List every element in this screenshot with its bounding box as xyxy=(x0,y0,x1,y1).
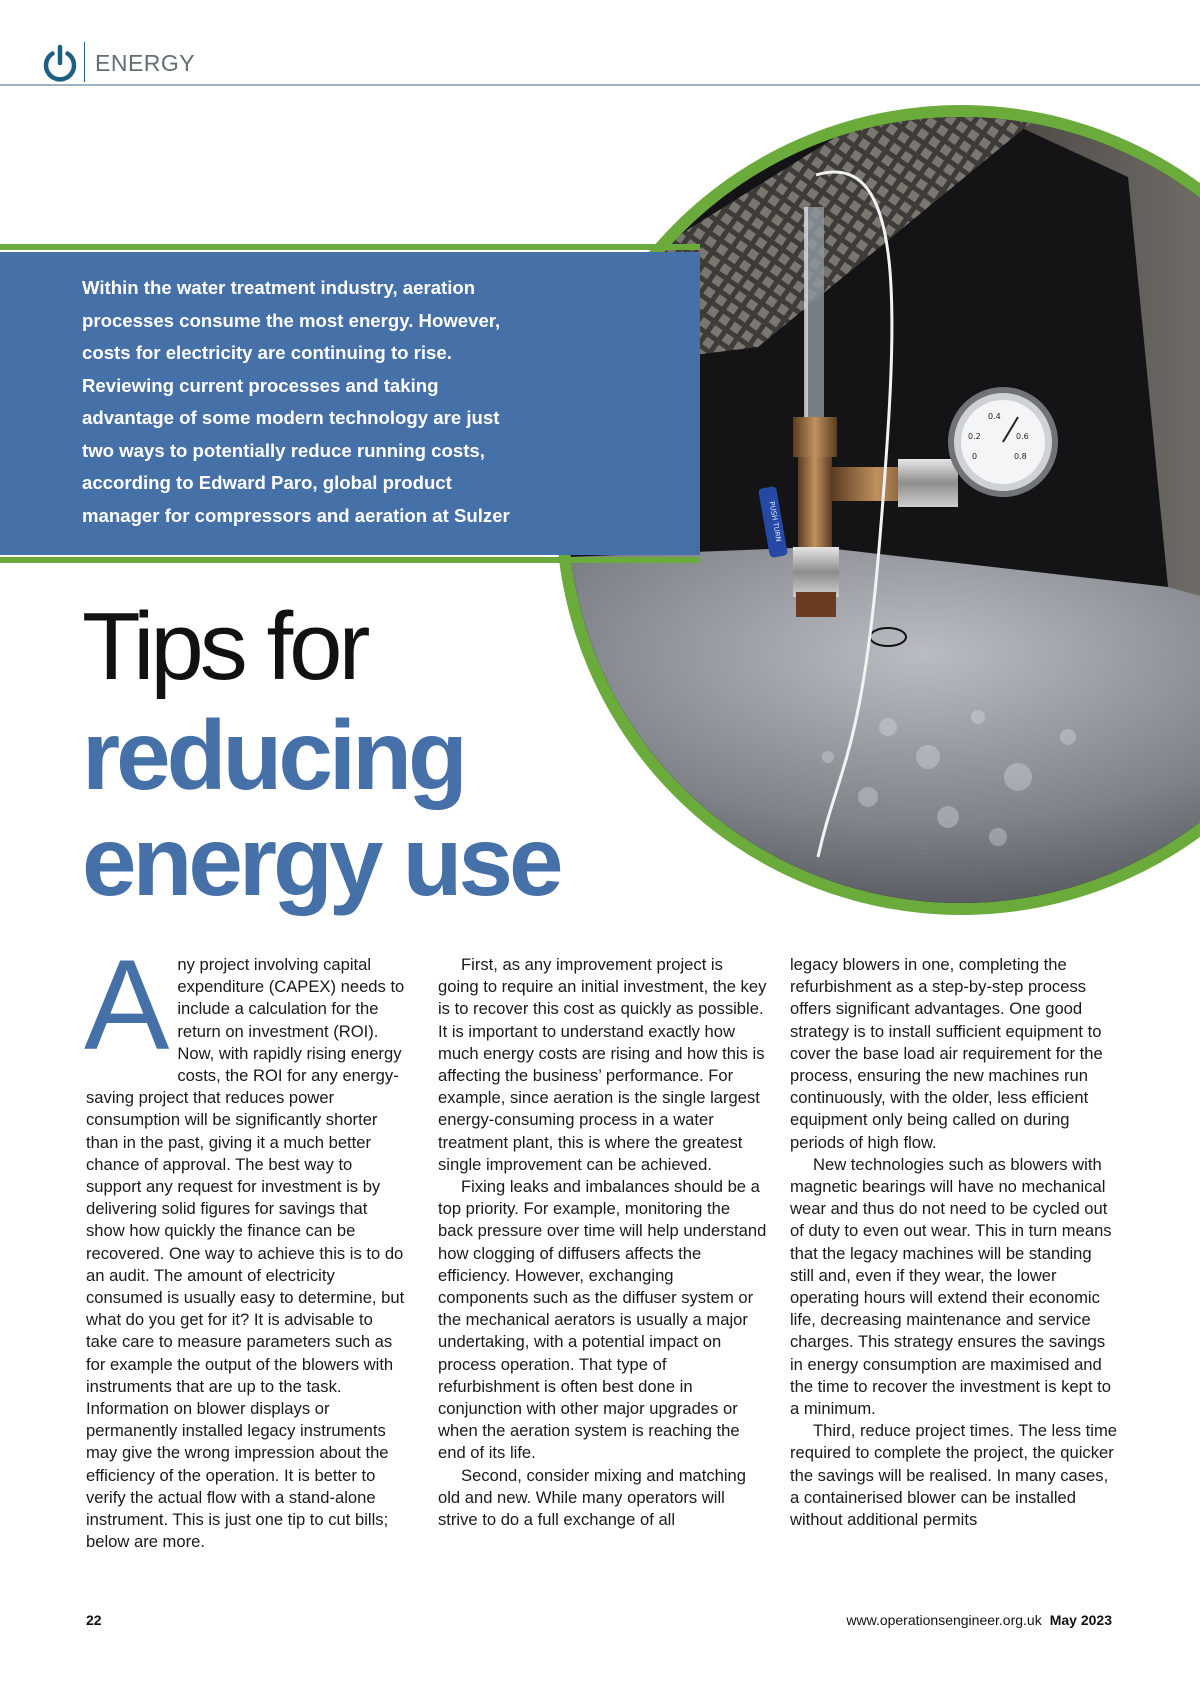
section-label: ENERGY xyxy=(95,50,196,76)
body-column-3 xyxy=(790,954,1120,1531)
body-paragraph: Second, consider mixing and matching old and new. While many operators will strive to do a full exchange of all xyxy=(438,1465,747,1530)
gauge-label: 0.8 xyxy=(1014,452,1027,461)
body-paragraph: First, as any improvement project is going to require an initial investment, the key is to recover this cost as quickly as possible. It is important to understand exactly how much energy costs are rising and how this is affecting the business’ performance. For example, since aeration is the single largest energy-consuming process in a water treatment plant, this is where the greatest single improvement can be achieved. xyxy=(438,955,767,1174)
paragraph-text: ny project involving capital expenditure (CAPEX) needs to include a calculation for the return on investment (ROI). Now, with rapidly rising energy costs, the ROI for any energy-saving project that reduces power consumption will be significantly shorter than in the past, giving it a much better chance of approval. The best way to support any request for investment is by delivering solid figures for savings that show how quickly the finance can be recovered. One way to achieve this is to do an audit. The amount of electricity consumed is usually easy to determine, but what do you get for it? It is advisable to take care to measure parameters such as for example the output of the blowers with instruments that are up to the task. Information on blower displays or permanently installed legacy instruments may give the wrong impression about the efficiency of the operation. It is better to verify the actual flow with a stand-alone instrument. This is just one tip to cut bills; below are more. xyxy=(86,955,405,1552)
gauge-label: 0.4 xyxy=(988,412,1001,421)
headline-line-2: reducing xyxy=(82,700,464,810)
header-rule xyxy=(0,84,1200,86)
body-paragraph: Fixing leaks and imbalances should be a top priority. For example, monitoring the back pressure over time will help understand how clogging of diffusers affects the efficiency. However, exchanging components such as the diffuser system or the mechanical aerators is usually a major undertaking, with a potential impact on process operation. That type of refurbishment is often best done in conjunction with other major upgrades or when the aeration system is reaching the end of its life. xyxy=(438,1177,767,1463)
valve-tag: PUSH TURN xyxy=(767,500,783,543)
band-rule-top xyxy=(0,244,700,250)
page-header xyxy=(0,0,1200,86)
standfirst: Within the water treatment industry, aeration processes consume the most energy. However, costs for electricity are continuing to rise. Reviewing current processes and taking advantage of some modern technology are just two ways to potentially reduce running costs, according to Edward Paro, global product manager for compressors and aeration at Sulzer xyxy=(82,277,510,526)
gauge-label: 0.6 xyxy=(1016,432,1029,441)
body-paragraph: New technologies such as blowers with magnetic bearings will have no mechanical wear and thus do not need to be cycled out of duty to even out wear. This in turn means that the legacy machines will be standing still and, even if they wear, the lower operating hours will extend their economic life, decreasing maintenance and service charges. This strategy ensures the savings in energy consumption are maximised and the time to recover the investment is kept to a minimum. xyxy=(790,1154,1112,1419)
page-number: 22 xyxy=(86,1612,102,1628)
power-icon xyxy=(40,44,80,84)
headline-line-3: energy use xyxy=(82,806,560,916)
band-rule-bottom xyxy=(0,557,700,563)
body-column-1 xyxy=(84,934,406,1553)
body-column-2 xyxy=(438,954,768,1531)
body-paragraph: legacy blowers in one, completing the refurbishment as a step-by-step process offers significant advantages. One good strategy is to install sufficient equipment to cover the base load air requirement for the process, ensuring the new machines run continuously, with the older, less efficient equipment only being called on during periods of high flow. xyxy=(790,955,1103,1152)
headline-line-1: Tips for xyxy=(82,593,367,700)
gauge-label: 0 xyxy=(972,452,978,461)
footer-url[interactable]: www.operationsengineer.org.uk xyxy=(846,1612,1042,1628)
body-paragraph xyxy=(84,934,406,1553)
footer-date: May 2023 xyxy=(1049,1612,1112,1628)
drop-cap: A xyxy=(84,934,170,1077)
header-divider xyxy=(84,42,85,82)
article-headline xyxy=(82,592,642,914)
body-paragraph: Third, reduce project times. The less time required to complete the project, the quicker the savings will be realised. In many cases, a containerised blower can be installed without additional permits xyxy=(790,1421,1118,1530)
footer-info xyxy=(846,1612,1112,1628)
gauge-label: 0.2 xyxy=(968,432,981,441)
